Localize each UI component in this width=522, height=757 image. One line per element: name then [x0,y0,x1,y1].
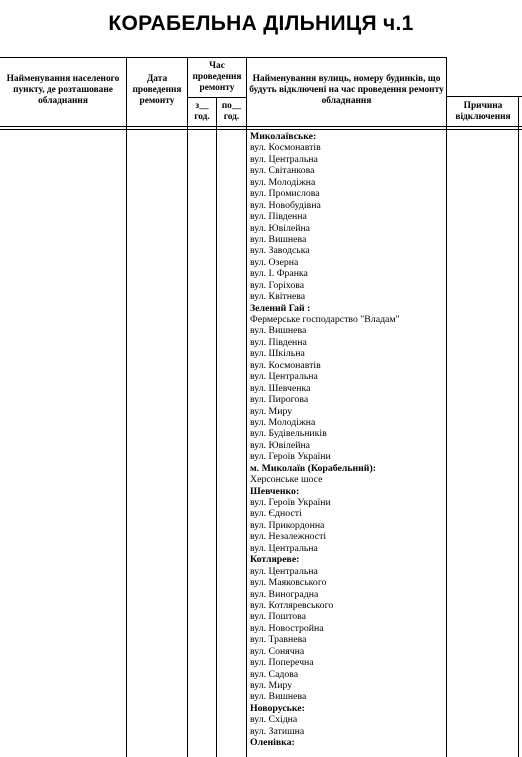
table-header-bottom-border [0,126,522,127]
street-item: вул. Героїв України [250,451,331,463]
street-item: вул. Центральна [250,542,318,554]
street-item: вул. Вишнева [250,325,307,337]
street-item: вул. Героїв України [250,497,331,508]
street-item: вул. Східна [250,714,298,726]
street-item: вул. Новостройна [250,622,324,634]
table-reason-top-border [446,96,522,97]
street-item: вул. Миру [250,680,293,691]
col-divider-4 [246,57,247,757]
street-item: вул. Озерна [250,256,299,268]
street-item: вул. Космонавтів [250,142,321,154]
settlement-heading: Шевченко: [250,485,300,497]
header-streets: Найменування вулиць, номеру будинків, що будуть відключені на час проведення ремонту обладнання [249,74,444,106]
settlement-heading: Котляреве: [250,554,300,566]
street-item: вул. Світанкова [250,165,315,177]
street-item: вул. Поперечна [250,657,314,669]
street-item: вул. Виноградна [250,588,319,600]
street-item: вул. Вишнева [250,233,307,245]
street-item: вул. Котляревського [250,599,334,611]
street-item: вул. Квітнева [250,291,306,303]
table-top-border [0,57,446,58]
street-item: вул. Поштова [250,611,306,623]
street-item: вул. Південна [250,211,307,223]
settlement-heading: м. Миколаїв (Корабельний): [250,462,376,474]
col-divider-1 [126,57,127,757]
street-item: вул. Прикордонна [250,519,325,531]
settlement-heading: Миколаївське: [250,131,317,142]
col-divider-2 [187,57,188,757]
street-item: вул. Травнева [250,634,307,646]
street-item: вул. Садова [250,668,299,680]
street-item: вул. Затишна [250,725,305,737]
street-list [250,131,446,749]
street-item: вул. Новобудівна [250,199,321,211]
header-settlement: Найменування населеного пункту, де розташоване обладнання [6,74,120,106]
street-item: вул. Незалежності [250,531,327,543]
street-item: Фермерське господарство "Владам" [250,314,400,325]
settlement-heading: Оленівка: [250,737,295,749]
street-item: вул. Центральна [250,565,318,577]
col-divider-6 [518,96,519,757]
header-time-from: з__ год. [194,101,210,122]
street-item: вул. Шевченка [250,382,311,394]
table-header-bottom-border-2 [0,129,522,130]
page-title: КОРАБЕЛЬНА ДІЛЬНИЦЯ ч.1 [108,12,414,35]
street-item: вул. Вишнева [250,691,307,703]
street-item: вул. Заводська [250,245,310,257]
street-item: Херсонське шосе [250,474,323,486]
street-item: вул. Молодіжна [250,176,316,188]
street-item: вул. Сонячна [250,645,305,657]
settlement-heading: Новоруське: [250,702,305,714]
col-divider-3 [216,97,217,757]
street-item: вул. Пирогова [250,394,309,406]
street-item: вул. Космонавтів [250,359,321,371]
street-item: вул. Промислова [250,188,320,200]
street-item: вул. Ювілейна [250,439,311,451]
header-time-to: по__ год. [221,101,242,122]
street-item: вул. Миру [250,405,293,417]
settlement-heading: Зелений Гай : [250,302,311,314]
street-item: вул. Ювілейна [250,222,311,234]
street-item: вул. Центральна [250,371,318,383]
col-divider-5 [446,57,447,757]
header-repair-time: Час проведення ремонту [192,61,242,93]
street-item: вул. Єдності [250,508,302,520]
street-item: вул. Маяковського [250,577,327,589]
street-item: вул. Горіхова [250,279,305,291]
header-repair-date: Дата проведення ремонту [132,74,182,106]
street-item: вул. Південна [250,336,307,348]
street-item: вул. І. Франка [250,268,308,280]
header-reason: Причина відключення [455,101,511,122]
street-item: вул. Будівельників [250,428,327,440]
street-item: вул. Молодіжна [250,416,316,428]
street-item: вул. Центральна [250,153,318,165]
street-item: вул. Шкільна [250,348,305,360]
